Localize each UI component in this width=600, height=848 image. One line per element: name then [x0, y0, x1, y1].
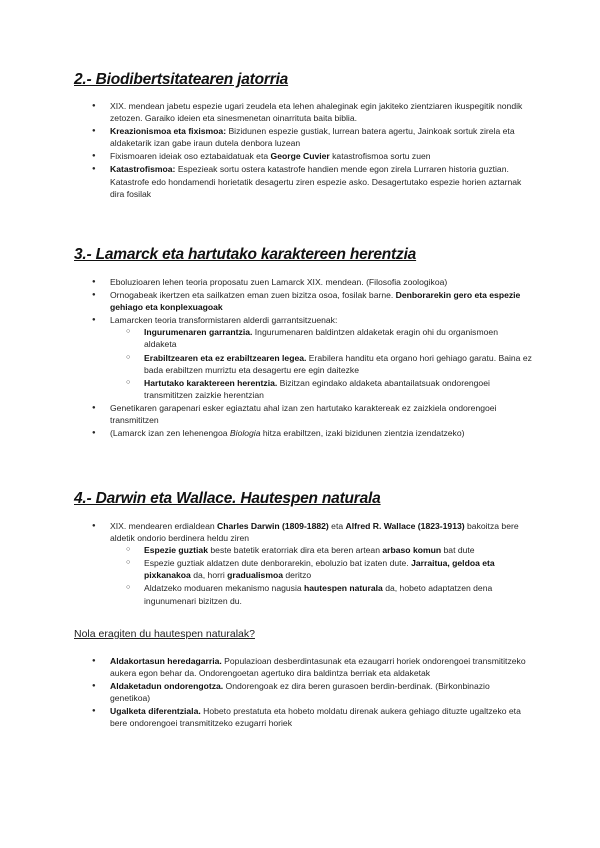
- list-item: ● XIX. mendean jabetu espezie ugari zeudela eta lehen ahaleginak egin jakiteko zientziaren ikuspegitik nondik zetozen. Garaiko ideien eta sinesmenetan oinarrituta baita biblia.: [92, 100, 532, 124]
- sub-list-item: ○ Hartutako karaktereen herentzia. Bizitzan egindako aldaketa abantailatsuak ondorengoei transmititzen zaizkie herentzian: [126, 377, 532, 401]
- sub-list-item: ○ Espezie guztiak beste batetik eratorriak dira eta beren artean arbaso komun bat dute: [126, 544, 532, 556]
- list-item: ● (Lamarck izan zen lehenengoa Biologia hitza erabiltzen, izaki bizidunen zientzia izendatzeko): [92, 427, 532, 439]
- section-2-title: 2.- Biodibertsitatearen jatorria: [74, 71, 289, 88]
- sub-list-item: ○ Espezie guztiak aldatzen dute denborarekin, eboluzio bat izaten dute. Jarraitua, geldoa eta pixkanakoa da, horri gradualismoa deritzo: [126, 557, 532, 581]
- list-item: ● XIX. mendearen erdialdean Charles Darwin (1809-1882) eta Alfred R. Wallace (1823-1913) bakoitza bere aldetik ondorio berdinera heldu ziren ○ Espezie guztiak beste batetik eratorriak dira eta beren artean arbaso komun bat dute ○ Espezie guztiak aldatzen dute denborarekin, eboluzio bat izaten dute. Jarraitua, geldoa eta pixkanakoa da, horri gradualismoa deritzo ○ Aldatzeko moduaren mekanismo nagusia hautespen naturala da, hobeto adaptatzen dena ingunumenari bizitzen du.: [92, 520, 532, 607]
- section-4-title: 4.- Darwin eta Wallace. Hautespen naturala: [74, 490, 381, 507]
- list-item: ● Lamarcken teoria transformistaren alderdi garrantsitzuenak: ○ Ingurumenaren garrantzia. Ingurumenaren baldintzen aldaketak eragin ohi du organismoen aldaketa ○ Erabiltzearen eta ez erabiltzearen legea. Erabilera handitu eta organo hori gehiago garatu. Baina ez bada erabiltzen murriztu eta desagertu ere egin daitezke ○ Hartutako karaktereen herentzia. Bizitzan egindako aldaketa abantailatsuak ondorengoei transmititzen zaizkie herentzian: [92, 314, 532, 401]
- list-item: ● Fixismoaren ideiak oso eztabaidatuak eta George Cuvier katastrofismoa sortu zuen: [92, 150, 532, 162]
- list-item: ● Ugalketa diferentziala. Hobeto prestatuta eta hobeto moldatu direnak aukera gehiago dituzte ugaltzeko eta bere ondorengoei transmititzeko ezugarri horiek: [92, 705, 532, 729]
- list-item: ● Eboluzioaren lehen teoria proposatu zuen Lamarck XIX. mendean. (Filosofia zoologikoa): [92, 276, 532, 288]
- list-item: ● Kreazionismoa eta fixismoa: Bizidunen espezie gustiak, lurrean batera agertu, Jainkoak sortuk zirela eta aldaketarik izan gabe iraun dutela denbora luzean: [92, 125, 532, 149]
- sub-list-item: ○ Aldatzeko moduaren mekanismo nagusia hautespen naturala da, hobeto adaptatzen dena ingunumenari bizitzen du.: [126, 582, 532, 606]
- sub-list: [110, 544, 532, 606]
- section-4-list: [92, 520, 532, 608]
- section-3-list: [92, 276, 532, 440]
- sub-list-item: ○ Ingurumenaren garrantzia. Ingurumenaren baldintzen aldaketak eragin ohi du organismoen aldaketa: [126, 326, 532, 350]
- list-item: ● Genetikaren garapenari esker egiaztatu ahal izan zen hartutako karaktereak ez zaizkiela ondorengoei transmititzen: [92, 402, 532, 426]
- sub-list: [110, 326, 532, 401]
- list-item: ● Aldakortasun heredagarria. Populazioan desberdintasunak eta ezaugarri horiek ondorengoei transmititzeko aukera egon behar da. Ondorengoetan agertuko dira baldintza berriak eta aldaketak: [92, 655, 532, 679]
- sub-list-item: ○ Erabiltzearen eta ez erabiltzearen legea. Erabilera handitu eta organo hori gehiago garatu. Baina ez bada erabiltzen murriztu eta desagertu ere egin daitezke: [126, 352, 532, 376]
- question-heading: Nola eragiten du hautespen naturalak?: [74, 628, 255, 640]
- section-3-title: 3.- Lamarck eta hartutako karaktereen herentzia: [74, 246, 417, 263]
- section-2-list: [92, 100, 532, 201]
- list-item: ● Ornogabeak ikertzen eta sailkatzen eman zuen bizitza osoa, fosilak barne. Denborarekin gero eta espezie gehiago eta konplexuagoak: [92, 289, 532, 313]
- list-item: ● Katastrofismoa: Espezieak sortu ostera katastrofe handien mende egon zirela Lurraren historia guztian. Katastrofe edo hondamendi horietatik desagertu ziren espezie asko. Desagertutako espezie horien aztarnak dira fosilak: [92, 163, 532, 199]
- list-item: ● Aldaketadun ondorengotza. Ondorengoak ez dira beren gurasoen berdin-berdinak. (Birkonbinazio genetikoa): [92, 680, 532, 704]
- question-list: [92, 655, 532, 731]
